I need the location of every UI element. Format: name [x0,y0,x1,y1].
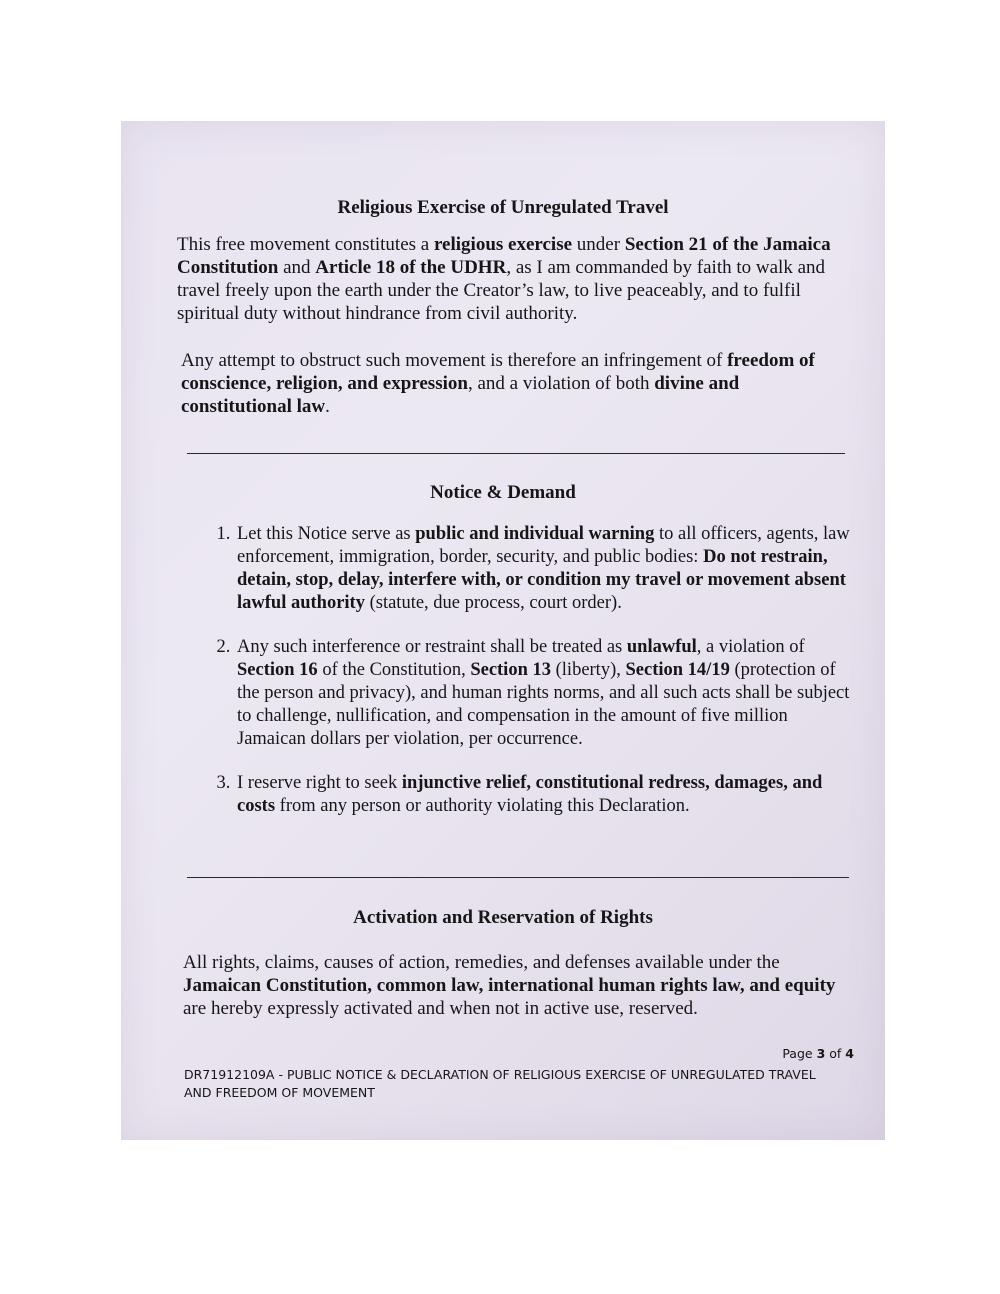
text-run: Any such interference or restraint shall be treated as [237,637,627,657]
text-run: I reserve right to seek [237,773,402,793]
page-label: Page [782,1046,813,1061]
paragraph-activation [183,951,843,1020]
bold-text-run: Section 14/19 [625,660,730,680]
text-run: of the Constitution, [317,660,471,680]
text-run: . [325,396,330,417]
section-heading-religious-exercise: Religious Exercise of Unregulated Travel [337,197,669,218]
page-of: of [829,1046,842,1061]
text-run: This free movement constitutes a [177,234,434,255]
text-run: are hereby expressly activated and when not in active use, reserved. [183,998,698,1019]
text-run: (statute, due process, court order). [364,593,622,613]
bold-text-run: religious exercise [433,234,573,255]
bold-text-run: divine and constitutional law [181,373,740,417]
section-heading-activation: Activation and Reservation of Rights [353,907,653,928]
list-item [235,636,861,751]
text-run: from any person or authority violating this Declaration. [275,796,690,816]
bold-text-run: injunctive relief, constitutional redress, damages, and costs [237,773,823,816]
text-run: (liberty), [551,660,626,680]
bold-text-run: Article 18 of the UDHR [315,257,507,278]
document-reference: DR71912109A - PUBLIC NOTICE & DECLARATION OF RELIGIOUS EXERCISE OF UNREGULATED TRAVEL AND FREEDOM OF MOVEMENT [184,1067,816,1100]
notice-demand-list [209,523,861,839]
document-page [121,121,885,1140]
paragraph-religious-exercise [177,233,841,325]
text-run: , a violation of [696,637,805,657]
list-item [235,523,861,615]
bold-text-run: Section 21 of the Jamaica Constitution [177,234,831,278]
text-run: Any attempt to obstruct such movement is therefore an infringement of [181,350,728,371]
bold-text-run: Section 16 [237,660,318,680]
text-run: Let this Notice serve as [237,524,416,544]
bold-text-run: unlawful [626,637,697,657]
text-run: under [572,234,625,255]
paragraph-obstruction [181,349,841,418]
bold-text-run: Do not restrain, detain, stop, delay, interfere with, or condition my travel or movement absent lawful authority [237,547,846,613]
bold-text-run: Section 13 [470,660,551,680]
text-run: (protection of the person and privacy), and human rights norms, and all such acts shall be subject to challenge, nullification, and compensation in the amount of five million Jamaican dollars per violation, per occurrence. [237,660,850,749]
page-number [782,1046,854,1061]
text-run: , and a violation of both [467,373,655,394]
bold-text-run: Jamaican Constitution, common law, international human rights law, and equity [183,975,836,996]
list-item [235,772,861,818]
bold-text-run: freedom of conscience, religion, and expression [181,350,815,394]
divider-line [187,453,845,454]
page-total: 4 [845,1046,854,1061]
text-run: , as I am commanded by faith to walk and travel freely upon the earth under the Creator’s law, to live peaceably, and to fulfil spiritual duty without hindrance from civil authority. [177,257,825,324]
section-heading-notice-demand: Notice & Demand [430,482,576,503]
page-current: 3 [816,1046,826,1061]
bold-text-run: public and individual warning [415,524,655,544]
text-run: and [278,257,316,278]
text-run: to all officers, agents, law enforcement, immigration, border, security, and public bodies: [237,524,850,567]
text-run: All rights, claims, causes of action, remedies, and defenses available under the [183,952,780,973]
divider-line [187,877,849,878]
